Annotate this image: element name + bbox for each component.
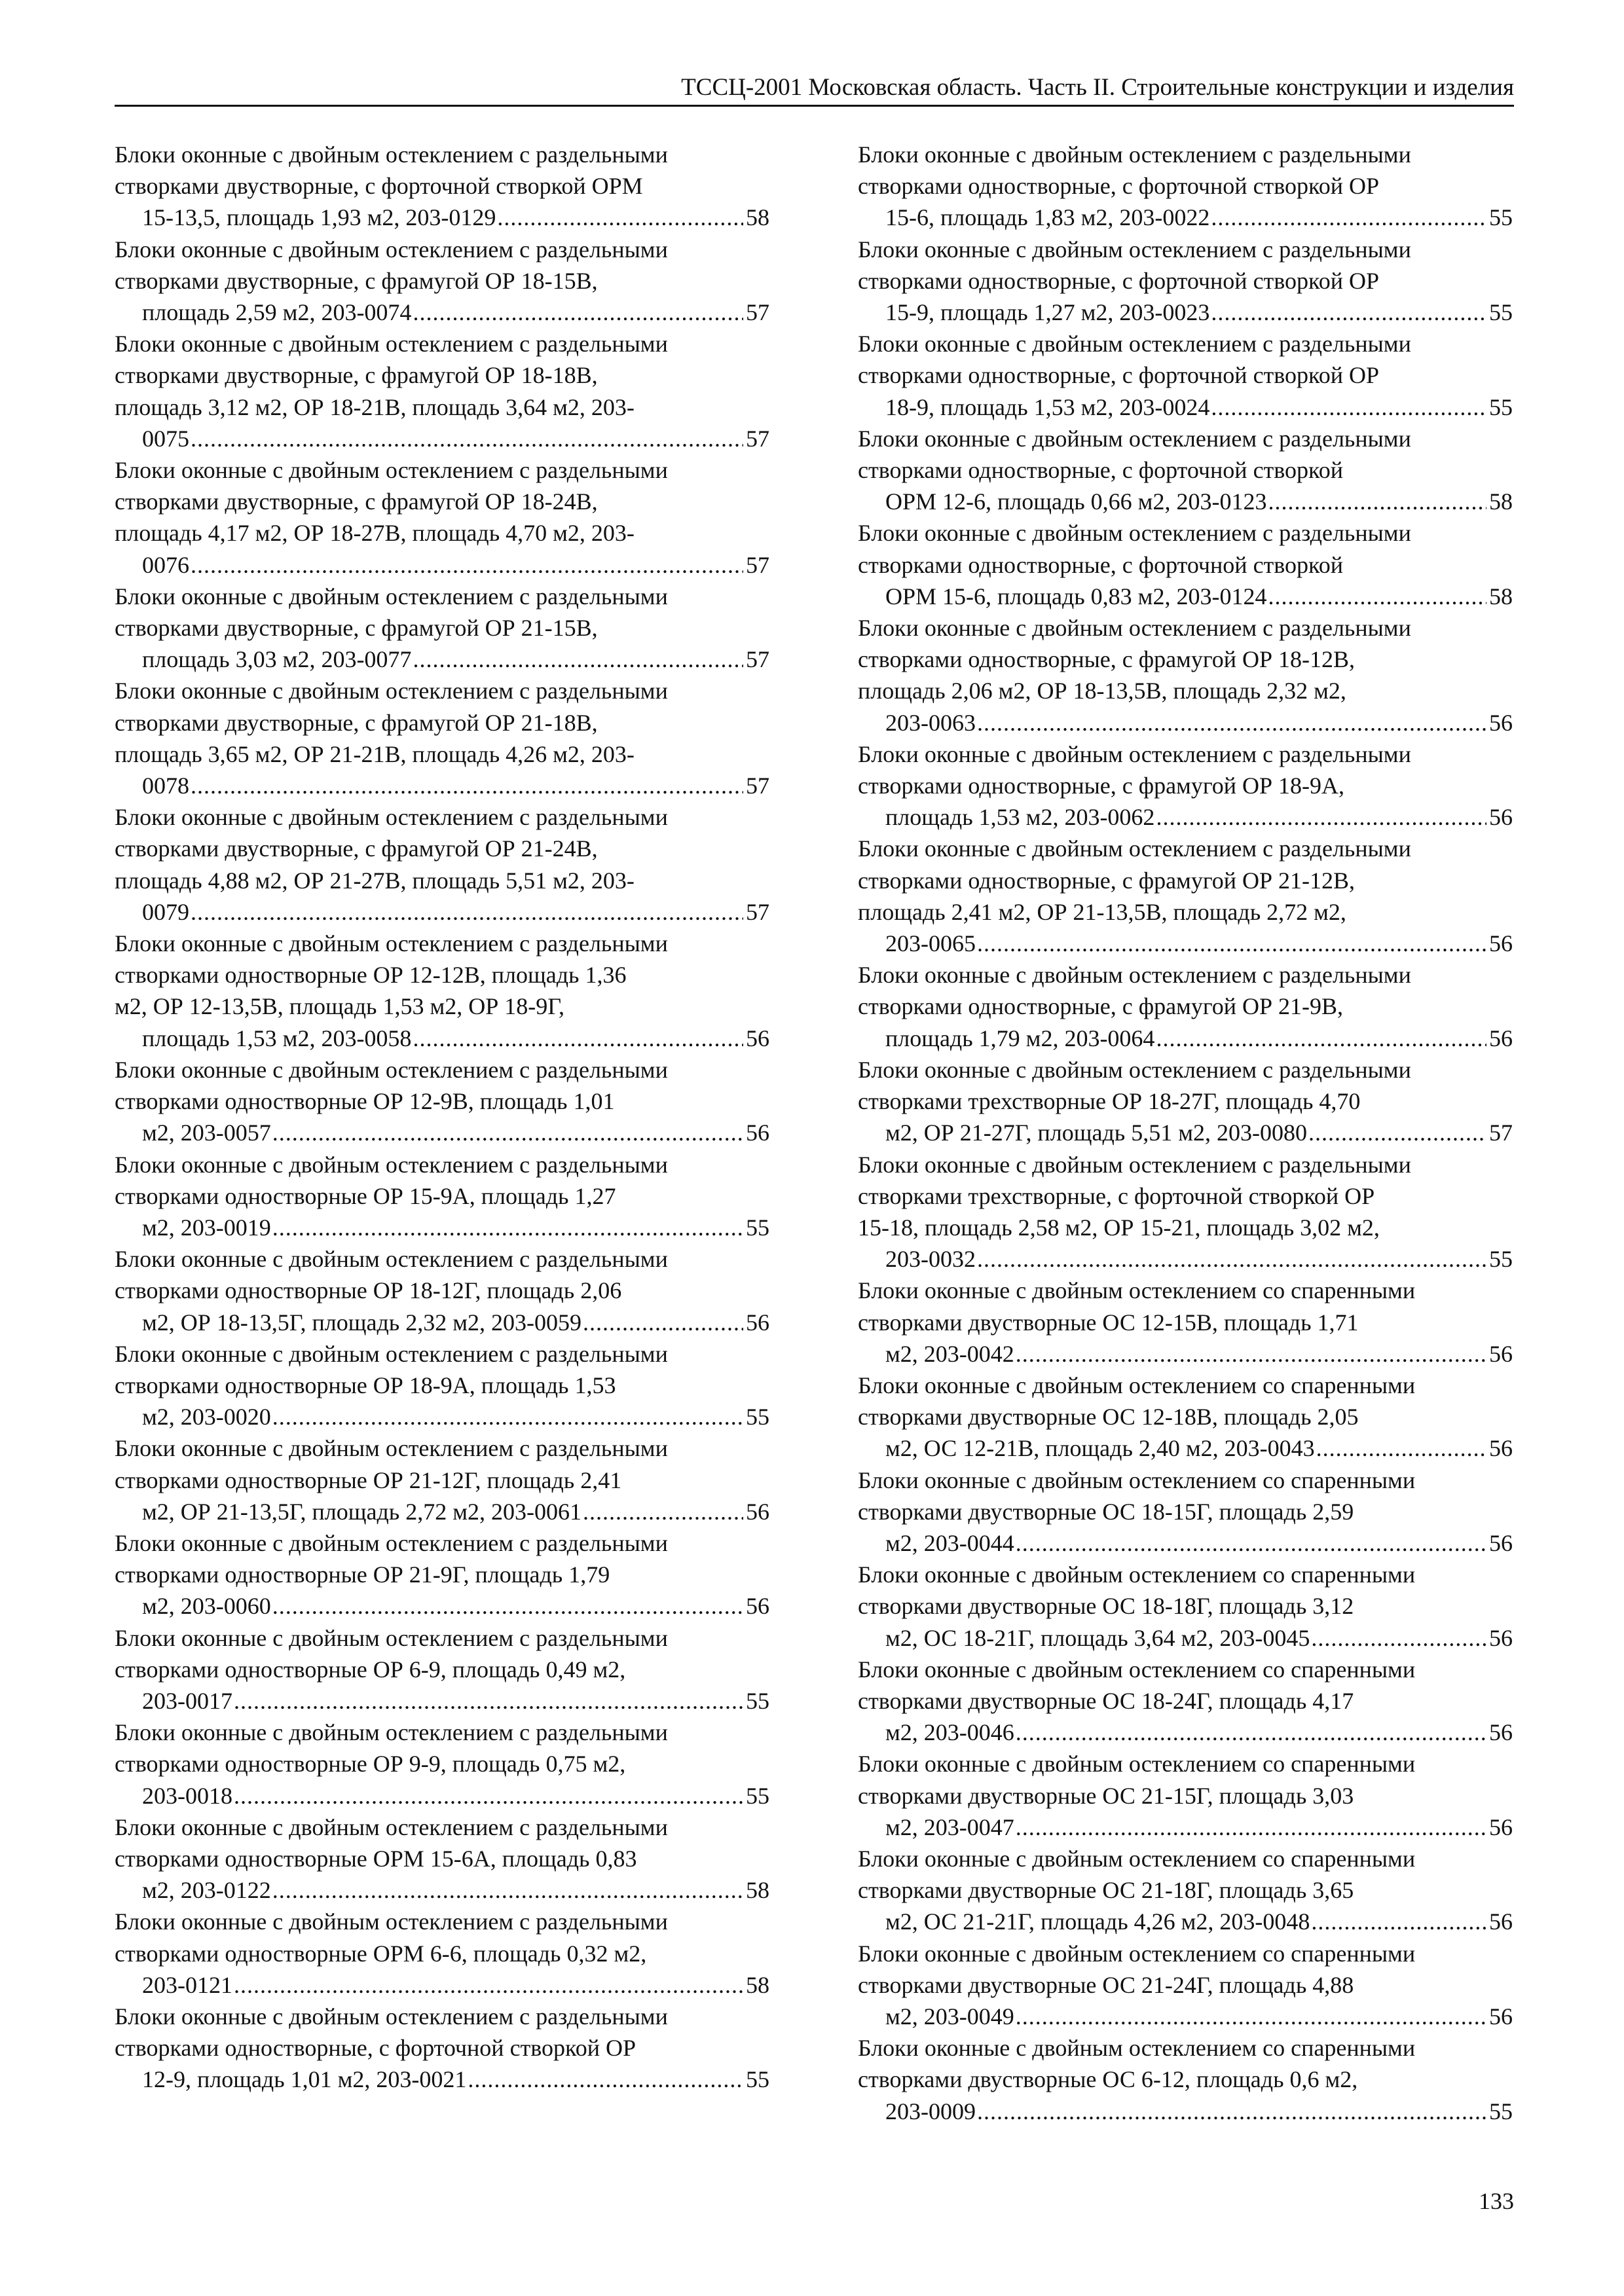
dot-leader xyxy=(234,1685,743,1717)
index-entry-text: м2, ОР 21-13,5Г, площадь 2,72 м2, 203-0061 xyxy=(142,1498,581,1525)
index-entry-line: м2, ОР 12-13,5В, площадь 1,53 м2, ОР 18-9Г, xyxy=(115,993,565,1020)
index-entry-line: Блоки оконные с двойным остеклением с раздельными xyxy=(115,1813,668,1840)
index-entry-page: 55 xyxy=(746,1214,769,1241)
index-entry-text: 0078 xyxy=(142,773,189,799)
index-entry-line: Блоки оконные с двойным остеклением с раздельными xyxy=(858,740,1411,767)
index-entry-page: 55 xyxy=(746,2066,769,2093)
index-entry-line: створками двустворные ОС 18-24Г, площадь 4,17 xyxy=(858,1687,1354,1714)
index-entry-page: 56 xyxy=(1489,804,1513,831)
index-entry-page: 56 xyxy=(1489,1529,1513,1556)
index-entry-line: створками одностворные ОР 21-9Г, площадь 1,79 xyxy=(115,1561,610,1588)
index-entry-last-line xyxy=(885,1812,1513,1843)
index-entry-line: Блоки оконные с двойным остеклением с раздельными xyxy=(115,1246,668,1273)
index-entry-text: 203-0063 xyxy=(885,709,976,736)
index-entry-text: 203-0018 xyxy=(142,1782,232,1809)
index-entry-page: 57 xyxy=(1489,1120,1513,1146)
index-entry-last-line xyxy=(885,1906,1513,1937)
index-entry xyxy=(115,1812,769,1906)
index-entry xyxy=(115,1622,769,1717)
index-entry-line: створками одностворные, с форточной створкой ОР xyxy=(858,173,1379,200)
index-entry-page: 58 xyxy=(1489,488,1513,515)
index-entry-line: створками двустворные, с форточной створкой ОРМ xyxy=(115,173,643,200)
index-entry-line: створками двустворные ОС 18-18Г, площадь 3,12 xyxy=(858,1593,1354,1620)
index-entry-last-line xyxy=(885,202,1513,233)
index-entry-line: створками одностворные ОР 12-12В, площадь 1,36 xyxy=(115,962,627,989)
index-entry-text: 15-9, площадь 1,27 м2, 203-0023 xyxy=(885,299,1210,326)
dot-leader xyxy=(234,1780,743,1812)
index-entry-text: м2, ОС 12-21В, площадь 2,40 м2, 203-0043 xyxy=(885,1435,1315,1462)
index-entry-last-line xyxy=(142,896,769,928)
index-entry-line: Блоки оконные с двойным остеклением с раздельными xyxy=(115,331,668,357)
index-entry-text: ОРМ 15-6, площадь 0,83 м2, 203-0124 xyxy=(885,583,1267,610)
index-entry xyxy=(858,1748,1513,1843)
index-entry xyxy=(115,234,769,329)
index-entry-line: Блоки оконные с двойным остеклением с раздельными xyxy=(858,835,1411,862)
index-entry xyxy=(115,2001,769,2096)
index-entry-last-line xyxy=(885,1622,1513,1654)
index-entry-line: 15-18, площадь 2,58 м2, ОР 15-21, площадь 3,02 м2, xyxy=(858,1214,1380,1241)
index-entry-line: площадь 4,88 м2, ОР 21-27В, площадь 5,51 м2, 203- xyxy=(115,867,635,894)
index-entry-line: створками двустворные, с фрамугой ОР 18-15В, xyxy=(115,267,598,294)
index-entry-line: Блоки оконные с двойным остеклением с раздельными xyxy=(115,457,668,484)
index-entry xyxy=(858,1149,1513,1275)
index-entry-last-line xyxy=(142,644,769,675)
dot-leader xyxy=(413,644,743,675)
index-entry-line: створками двустворные, с фрамугой ОР 18-18В, xyxy=(115,362,598,389)
dot-leader xyxy=(977,707,1486,738)
index-entry-text: м2, ОР 18-13,5Г, площадь 2,32 м2, 203-0059 xyxy=(142,1309,581,1336)
index-entry-line: Блоки оконные с двойным остеклением с раздельными xyxy=(858,1056,1411,1083)
index-entry-line: Блоки оконные с двойным остеклением со спаренными xyxy=(858,1940,1416,1967)
dot-leader xyxy=(1016,2001,1486,2032)
dot-leader xyxy=(272,1590,743,1622)
dot-leader xyxy=(191,423,743,454)
index-entry-last-line xyxy=(142,549,769,581)
index-entry-last-line xyxy=(885,1717,1513,1748)
index-entry-page: 56 xyxy=(1489,1435,1513,1462)
index-entry-text: ОРМ 12-6, площадь 0,66 м2, 203-0123 xyxy=(885,488,1267,515)
index-entry-page: 56 xyxy=(1489,1908,1513,1935)
index-entry-page: 56 xyxy=(1489,1624,1513,1651)
index-entry xyxy=(115,1717,769,1812)
index-entry-last-line xyxy=(142,297,769,328)
index-entry-last-line xyxy=(885,928,1513,959)
index-entry-line: створками одностворные, с фрамугой ОР 21-9В, xyxy=(858,993,1343,1020)
index-column-left xyxy=(115,139,769,2096)
index-entry-line: створками двустворные ОС 18-15Г, площадь 2,59 xyxy=(858,1498,1354,1525)
index-entry-line: створками двустворные ОС 6-12, площадь 0,6 м2, xyxy=(858,2066,1358,2093)
index-entry-line: площадь 3,65 м2, ОР 21-21В, площадь 4,26 м2, 203- xyxy=(115,740,635,767)
index-entry-line: Блоки оконные с двойным остеклением с раздельными xyxy=(858,520,1411,547)
index-entry-page: 55 xyxy=(1489,2098,1513,2124)
index-entry-line: Блоки оконные с двойным остеклением с раздельными xyxy=(858,236,1411,263)
index-entry-page: 55 xyxy=(746,1782,769,1809)
index-entry-line: Блоки оконные с двойным остеклением с раздельными xyxy=(115,1435,668,1462)
index-entry-line: створками трехстворные ОР 18-27Г, площадь 4,70 xyxy=(858,1088,1361,1115)
index-entry xyxy=(115,675,769,801)
index-entry-line: створками одностворные, с фрамугой ОР 18-9А, xyxy=(858,773,1344,799)
index-entry-page: 58 xyxy=(746,1877,769,1904)
index-entry-page: 56 xyxy=(1489,709,1513,736)
index-entry-page: 57 xyxy=(746,299,769,326)
index-entry-page: 56 xyxy=(746,1593,769,1620)
index-entry-last-line xyxy=(885,707,1513,738)
index-entry-last-line xyxy=(142,1212,769,1243)
dot-leader xyxy=(1268,486,1486,517)
index-entry-text: 12-9, площадь 1,01 м2, 203-0021 xyxy=(142,2066,467,2093)
index-entry-last-line xyxy=(142,770,769,801)
index-entry xyxy=(115,139,769,234)
index-entry-line: Блоки оконные с двойным остеклением с раздельными xyxy=(858,615,1411,642)
index-entry xyxy=(858,612,1513,738)
index-entry-text: площадь 1,79 м2, 203-0064 xyxy=(885,1025,1155,1051)
index-entry-page: 56 xyxy=(1489,1025,1513,1051)
index-entry-text: м2, 203-0019 xyxy=(142,1214,271,1241)
index-entry xyxy=(115,1243,769,1338)
dot-leader xyxy=(1016,1527,1486,1559)
index-column-right xyxy=(858,139,1513,2127)
index-entry-text: 203-0065 xyxy=(885,930,976,957)
index-entry-line: створками двустворные ОС 21-18Г, площадь 3,65 xyxy=(858,1877,1354,1904)
index-entry-last-line xyxy=(142,423,769,454)
dot-leader xyxy=(1311,1906,1486,1937)
index-entry-line: Блоки оконные с двойным остеклением с раздельными xyxy=(115,141,668,168)
index-entry-page: 55 xyxy=(1489,299,1513,326)
index-entry-line: створками одностворные ОР 6-9, площадь 0,49 м2, xyxy=(115,1656,626,1683)
index-entry-last-line xyxy=(885,486,1513,517)
dot-leader xyxy=(191,896,743,928)
index-entry-line: створками двустворные, с фрамугой ОР 21-15В, xyxy=(115,615,598,642)
index-entry-line: створками двустворные, с фрамугой ОР 21-18В, xyxy=(115,709,598,736)
index-entry-last-line xyxy=(142,1874,769,1906)
index-entry-line: створками двустворные, с фрамугой ОР 18-24В, xyxy=(115,488,598,515)
index-entry-line: площадь 3,12 м2, ОР 18-21В, площадь 3,64 м2, 203- xyxy=(115,393,635,420)
index-entry xyxy=(858,959,1513,1054)
index-entry-line: площадь 4,17 м2, ОР 18-27В, площадь 4,70 м2, 203- xyxy=(115,520,635,547)
index-entry xyxy=(858,1843,1513,1938)
index-entry-line: Блоки оконные с двойным остеклением со спаренными xyxy=(858,1561,1416,1588)
index-entry-line: Блоки оконные с двойным остеклением с раздельными xyxy=(115,678,668,704)
index-entry-line: Блоки оконные с двойным остеклением с раздельными xyxy=(858,141,1411,168)
dot-leader xyxy=(272,1401,743,1432)
index-entry-text: 18-9, площадь 1,53 м2, 203-0024 xyxy=(885,393,1210,420)
index-entry-line: створками двустворные, с фрамугой ОР 21-24В, xyxy=(115,835,598,862)
index-entry-text: 203-0032 xyxy=(885,1246,976,1273)
index-entry-last-line xyxy=(885,392,1513,423)
dot-leader xyxy=(272,1874,743,1906)
index-entry-text: м2, ОС 18-21Г, площадь 3,64 м2, 203-0045 xyxy=(885,1624,1310,1651)
index-entry xyxy=(858,1054,1513,1149)
index-entry xyxy=(858,1938,1513,2033)
index-entry xyxy=(115,581,769,676)
dot-leader xyxy=(1211,297,1486,328)
index-entry-last-line xyxy=(142,1685,769,1717)
index-entry-page: 56 xyxy=(746,1498,769,1525)
dot-leader xyxy=(272,1212,743,1243)
index-entry-last-line xyxy=(885,1117,1513,1148)
index-entry-line: створками одностворные ОРМ 15-6А, площадь 0,83 xyxy=(115,1845,637,1872)
index-entry-text: 0079 xyxy=(142,898,189,925)
index-entry-line: створками одностворные, с форточной створкой xyxy=(858,551,1343,578)
dot-leader xyxy=(1268,581,1486,612)
index-entry-page: 56 xyxy=(1489,930,1513,957)
dot-leader xyxy=(1156,1023,1486,1054)
dot-leader xyxy=(234,1969,743,2001)
index-entry-text: 203-0009 xyxy=(885,2098,976,2124)
index-entry-text: 0076 xyxy=(142,551,189,578)
index-entry-text: м2, 203-0046 xyxy=(885,1719,1014,1746)
index-entry-line: площадь 2,41 м2, ОР 21-13,5В, площадь 2,72 м2, xyxy=(858,898,1346,925)
index-entry-line: Блоки оконные с двойным остеклением с раздельными xyxy=(115,1529,668,1556)
dot-leader xyxy=(1311,1622,1486,1654)
index-entry-line: Блоки оконные с двойным остеклением со спаренными xyxy=(858,1656,1416,1683)
index-entry xyxy=(858,517,1513,612)
index-entry xyxy=(115,1338,769,1433)
index-entry-last-line xyxy=(142,1496,769,1527)
index-entry-last-line xyxy=(142,1780,769,1812)
index-entry-line: Блоки оконные с двойным остеклением с раздельными xyxy=(115,1719,668,1746)
index-entry-text: м2, 203-0122 xyxy=(142,1877,271,1904)
index-entry-last-line xyxy=(142,1969,769,2001)
index-entry-page: 56 xyxy=(1489,1340,1513,1367)
index-entry xyxy=(858,738,1513,833)
index-entry-line: Блоки оконные с двойным остеклением со спаренными xyxy=(858,1277,1416,1304)
index-entry xyxy=(115,1527,769,1622)
index-entry-text: 203-0017 xyxy=(142,1687,232,1714)
index-entry-line: створками двустворные ОС 21-15Г, площадь 3,03 xyxy=(858,1782,1354,1809)
index-entry-line: створками одностворные, с фрамугой ОР 18-12В, xyxy=(858,646,1355,673)
dot-leader xyxy=(977,2096,1486,2127)
index-entry-page: 56 xyxy=(1489,1719,1513,1746)
dot-leader xyxy=(1016,1717,1486,1748)
dot-leader xyxy=(468,2064,743,2095)
index-entry-page: 57 xyxy=(746,898,769,925)
index-entry-line: Блоки оконные с двойным остеклением с раздельными xyxy=(858,331,1411,357)
index-entry xyxy=(115,1149,769,1244)
index-entry xyxy=(858,1275,1513,1370)
index-entry-line: створками одностворные, с форточной створкой ОР xyxy=(115,2035,636,2062)
index-entry-line: створками одностворные, с форточной створкой ОР xyxy=(858,267,1379,294)
index-entry-line: Блоки оконные с двойным остеклением со спаренными xyxy=(858,1845,1416,1872)
index-entry-line: створками одностворные, с форточной створкой xyxy=(858,457,1343,484)
index-entry-line: створками одностворные ОР 18-9А, площадь 1,53 xyxy=(115,1372,616,1398)
index-entry-line: Блоки оконные с двойным остеклением со спаренными xyxy=(858,1467,1416,1493)
index-entry-page: 55 xyxy=(746,1404,769,1430)
index-entry xyxy=(858,423,1513,518)
index-entry-last-line xyxy=(885,1023,1513,1054)
index-entry-text: м2, 203-0049 xyxy=(885,2003,1014,2030)
index-entry-page: 56 xyxy=(746,1025,769,1051)
index-entry-text: м2, 203-0020 xyxy=(142,1404,271,1430)
index-entry-last-line xyxy=(885,581,1513,612)
index-entry-line: Блоки оконные с двойным остеклением с раздельными xyxy=(115,1624,668,1651)
page-number: 133 xyxy=(1479,2188,1514,2214)
index-entry-text: м2, ОР 21-27Г, площадь 5,51 м2, 203-0080 xyxy=(885,1120,1307,1146)
index-entry-line: Блоки оконные с двойным остеклением с раздельными xyxy=(858,1151,1411,1178)
index-entry-text: м2, 203-0044 xyxy=(885,1529,1014,1556)
index-entry xyxy=(858,2032,1513,2127)
dot-leader xyxy=(977,1243,1486,1275)
dot-leader xyxy=(1316,1432,1486,1464)
index-entry xyxy=(115,1906,769,2001)
index-entry-text: 15-6, площадь 1,83 м2, 203-0022 xyxy=(885,204,1210,231)
index-entry-line: Блоки оконные с двойным остеклением с раздельными xyxy=(115,1340,668,1367)
dot-leader xyxy=(191,549,743,581)
index-entry-text: площадь 1,53 м2, 203-0058 xyxy=(142,1025,412,1051)
index-entry-page: 55 xyxy=(1489,204,1513,231)
dot-leader xyxy=(413,1023,743,1054)
index-entry-last-line xyxy=(142,2064,769,2095)
index-entry-line: створками трехстворные, с форточной створкой ОР xyxy=(858,1182,1375,1209)
index-entry-line: створками двустворные ОС 12-15В, площадь 1,71 xyxy=(858,1309,1359,1336)
index-entry-last-line xyxy=(885,2096,1513,2127)
index-entry-page: 58 xyxy=(1489,583,1513,610)
index-entry-page: 57 xyxy=(746,646,769,673)
dot-leader xyxy=(977,928,1486,959)
index-entry-text: м2, 203-0047 xyxy=(885,1813,1014,1840)
dot-leader xyxy=(1156,801,1486,833)
index-entry-last-line xyxy=(142,1590,769,1622)
index-entry-line: Блоки оконные с двойным остеклением с раздельными xyxy=(115,1908,668,1935)
index-entry-page: 55 xyxy=(1489,1246,1513,1273)
index-entry-last-line xyxy=(885,801,1513,833)
index-entry-page: 58 xyxy=(746,1971,769,1998)
index-entry xyxy=(858,1465,1513,1559)
index-entry-page: 57 xyxy=(746,773,769,799)
index-entry-text: площадь 2,59 м2, 203-0074 xyxy=(142,299,412,326)
index-entry-line: Блоки оконные с двойным остеклением с раздельными xyxy=(115,930,668,957)
index-entry-line: Блоки оконные с двойным остеклением с раздельными xyxy=(115,1056,668,1083)
index-entry-page: 57 xyxy=(746,425,769,452)
index-entry-page: 56 xyxy=(1489,1813,1513,1840)
index-entry-line: Блоки оконные с двойным остеклением с раздельными xyxy=(115,1151,668,1178)
index-entry-line: Блоки оконные с двойным остеклением со спаренными xyxy=(858,1751,1416,1777)
dot-leader xyxy=(1016,1812,1486,1843)
index-entry xyxy=(115,801,769,928)
index-entry-line: створками одностворные ОР 9-9, площадь 0,75 м2, xyxy=(115,1751,626,1777)
index-entry-last-line xyxy=(142,202,769,233)
index-entry-last-line xyxy=(885,1338,1513,1370)
dot-leader xyxy=(272,1117,743,1148)
index-entry xyxy=(858,139,1513,234)
index-entry-page: 56 xyxy=(746,1120,769,1146)
index-entry-line: створками одностворные ОР 12-9В, площадь 1,01 xyxy=(115,1088,615,1115)
index-entry-line: створками одностворные, с форточной створкой ОР xyxy=(858,362,1379,389)
index-entry-text: м2, ОС 21-21Г, площадь 4,26 м2, 203-0048 xyxy=(885,1908,1310,1935)
index-entry-last-line xyxy=(142,1307,769,1338)
index-entry-line: створками одностворные ОРМ 6-6, площадь 0,32 м2, xyxy=(115,1940,647,1967)
index-entry-line: Блоки оконные с двойным остеклением с раздельными xyxy=(115,236,668,263)
dot-leader xyxy=(497,202,743,233)
index-entry xyxy=(858,234,1513,329)
index-entry xyxy=(858,1559,1513,1654)
index-entry-last-line xyxy=(142,1023,769,1054)
index-entry-text: м2, 203-0060 xyxy=(142,1593,271,1620)
index-entry-line: Блоки оконные с двойным остеклением с раздельными xyxy=(115,2003,668,2030)
index-entry-text: 0075 xyxy=(142,425,189,452)
index-entry-line: створками одностворные ОР 18-12Г, площадь 2,06 xyxy=(115,1277,622,1304)
index-entry xyxy=(115,1432,769,1527)
index-entry xyxy=(115,928,769,1054)
dot-leader xyxy=(583,1307,743,1338)
index-entry-line: Блоки оконные с двойным остеклением с раздельными xyxy=(858,425,1411,452)
index-entry-page: 57 xyxy=(746,551,769,578)
index-entry-last-line xyxy=(885,1243,1513,1275)
index-entry-page: 56 xyxy=(746,1309,769,1336)
dot-leader xyxy=(1211,202,1486,233)
index-entry xyxy=(115,1054,769,1149)
dot-leader xyxy=(191,770,743,801)
index-entry xyxy=(858,328,1513,423)
dot-leader xyxy=(1016,1338,1486,1370)
index-entry-text: 15-13,5, площадь 1,93 м2, 203-0129 xyxy=(142,204,496,231)
running-header: ТССЦ-2001 Московская область. Часть II. Строительные конструкции и изделия xyxy=(115,71,1514,107)
index-entry-last-line xyxy=(142,1117,769,1148)
index-entry-text: площадь 3,03 м2, 203-0077 xyxy=(142,646,412,673)
index-entry-last-line xyxy=(142,1401,769,1432)
index-entry-line: Блоки оконные с двойным остеклением со спаренными xyxy=(858,1372,1416,1398)
index-entry-line: створками одностворные ОР 21-12Г, площадь 2,41 xyxy=(115,1467,622,1493)
index-entry-text: м2, 203-0042 xyxy=(885,1340,1014,1367)
index-entry xyxy=(858,833,1513,959)
index-entry-page: 55 xyxy=(746,1687,769,1714)
index-entry-line: створками одностворные ОР 15-9А, площадь 1,27 xyxy=(115,1182,616,1209)
dot-leader xyxy=(1211,392,1486,423)
index-entry-line: створками одностворные, с фрамугой ОР 21-12В, xyxy=(858,867,1355,894)
index-entry-page: 56 xyxy=(1489,2003,1513,2030)
dot-leader xyxy=(413,297,743,328)
index-entry-text: м2, 203-0057 xyxy=(142,1120,271,1146)
index-entry-line: Блоки оконные с двойным остеклением с раздельными xyxy=(858,962,1411,989)
index-entry-last-line xyxy=(885,1432,1513,1464)
dot-leader xyxy=(583,1496,743,1527)
index-entry-line: створками двустворные ОС 12-18В, площадь 2,05 xyxy=(858,1404,1359,1430)
index-entry-last-line xyxy=(885,297,1513,328)
index-entry-page: 55 xyxy=(1489,393,1513,420)
index-entry-line: Блоки оконные с двойным остеклением с раздельными xyxy=(115,804,668,831)
index-entry-line: Блоки оконные с двойным остеклением со спаренными xyxy=(858,2035,1416,2062)
index-entry-text: площадь 1,53 м2, 203-0062 xyxy=(885,804,1155,831)
index-entry xyxy=(858,1370,1513,1465)
index-entry xyxy=(858,1654,1513,1749)
index-entry-text: 203-0121 xyxy=(142,1971,232,1998)
index-entry-line: Блоки оконные с двойным остеклением с раздельными xyxy=(115,583,668,610)
index-entry xyxy=(115,454,769,581)
index-entry-line: створками двустворные ОС 21-24Г, площадь 4,88 xyxy=(858,1971,1354,1998)
index-entry-last-line xyxy=(885,1527,1513,1559)
index-entry-last-line xyxy=(885,2001,1513,2032)
dot-leader xyxy=(1308,1117,1486,1148)
index-entry-page: 58 xyxy=(746,204,769,231)
index-entry-line: площадь 2,06 м2, ОР 18-13,5В, площадь 2,32 м2, xyxy=(858,678,1346,704)
index-entry xyxy=(115,328,769,454)
